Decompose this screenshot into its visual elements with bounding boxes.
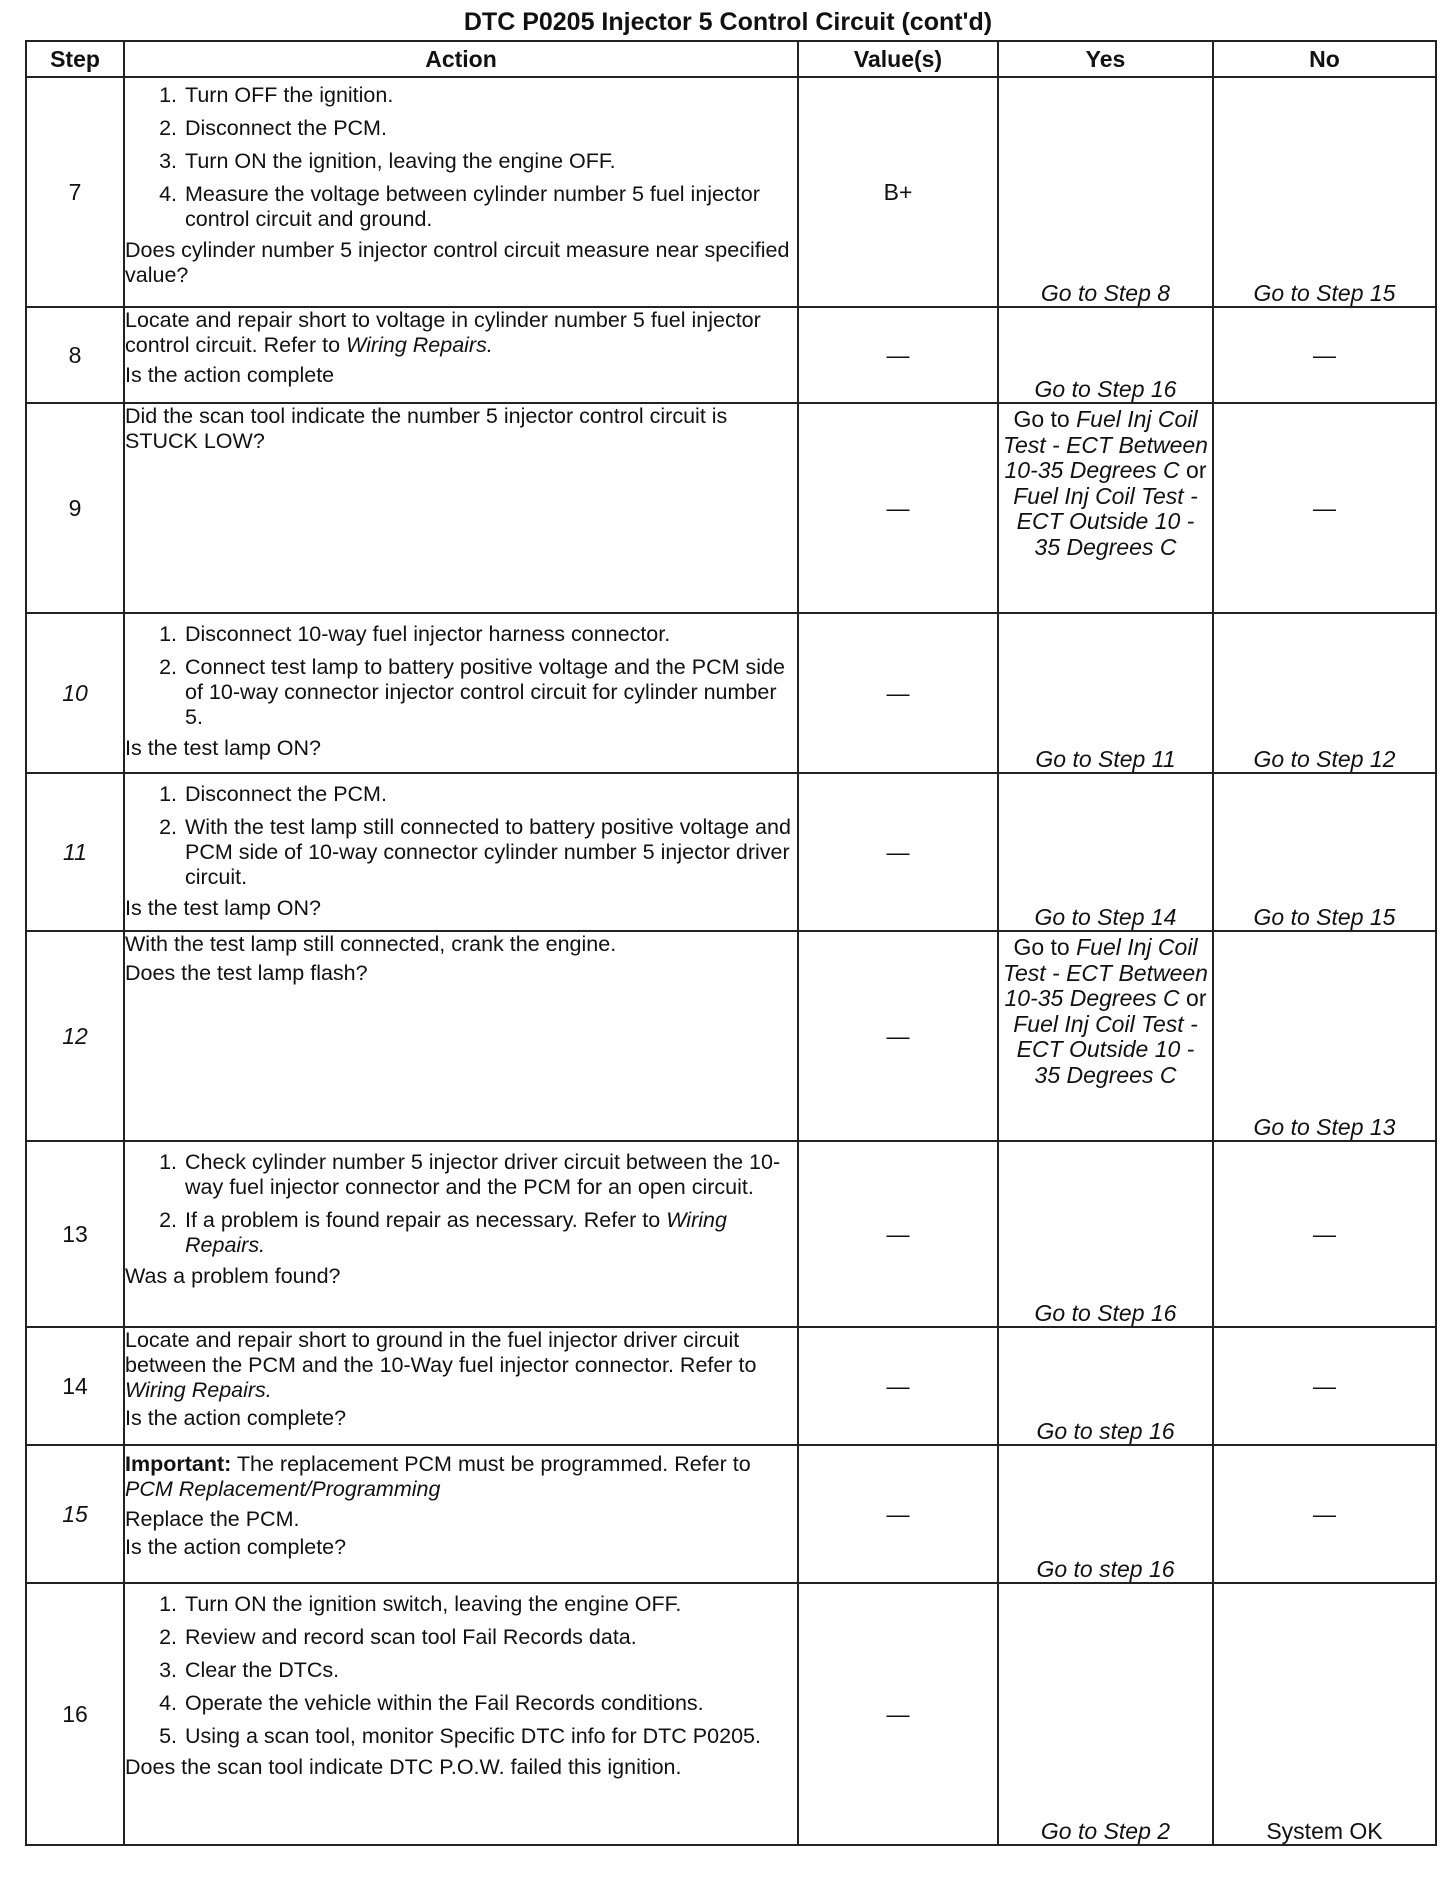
yes-cell: Go to Step 16: [998, 307, 1213, 403]
action-cell: [124, 1327, 798, 1445]
action-question: Was a problem found?: [125, 1264, 341, 1288]
action-text: [125, 1328, 797, 1403]
step-number: 12: [26, 931, 124, 1141]
action-question: Is the action complete?: [125, 1406, 347, 1430]
step-number: 7: [26, 77, 124, 307]
yes-text: [999, 932, 1212, 1088]
wiring-repairs-reference: Wiring Repairs.: [185, 1208, 727, 1257]
table-row-step-8: [26, 307, 1436, 403]
action-cell: [124, 403, 798, 613]
no-cell: —: [1213, 307, 1436, 403]
header-step: Step: [26, 41, 124, 77]
no-cell: —: [1213, 403, 1436, 613]
yes-cell: Go to step 16: [998, 1327, 1213, 1445]
step-number: 16: [26, 1583, 124, 1845]
action-text-main: The replacement PCM must be programmed. Refer to: [231, 1452, 751, 1476]
table-row-step-7: [26, 77, 1436, 307]
action-list: [125, 622, 797, 730]
list-item: [183, 1208, 797, 1258]
action-list: [125, 83, 797, 232]
yes-cell: Go to Step 11: [998, 613, 1213, 773]
yes-cell: Go to Step 16: [998, 1141, 1213, 1327]
yes-text: [999, 404, 1212, 560]
wiring-repairs-reference: Wiring Repairs.: [125, 1378, 272, 1402]
list-item: 4. Operate the vehicle within the Fail Records conditions.: [183, 1691, 797, 1716]
header-no: No: [1213, 41, 1436, 77]
action-text: Did the scan tool indicate the number 5 injector control circuit is STUCK LOW?: [125, 404, 728, 453]
list-item: 1. Check cylinder number 5 injector driver circuit between the 10-way fuel injector connector and the PCM for an open circuit.: [183, 1150, 797, 1200]
action-cell: [124, 1141, 798, 1327]
step-number: 8: [26, 307, 124, 403]
value-cell: B+: [798, 77, 998, 307]
list-item: 4. Measure the voltage between cylinder number 5 fuel injector control circuit and ground.: [183, 182, 797, 232]
yes-cell: Go to Step 2: [998, 1583, 1213, 1845]
yes-cell: Go to Step 8: [998, 77, 1213, 307]
no-cell: System OK: [1213, 1583, 1436, 1845]
fuel-inj-coil-test-between-reference: Fuel Inj Coil Test - ECT Between 10-35 Degrees C: [1003, 406, 1208, 483]
no-cell: —: [1213, 1141, 1436, 1327]
action-cell: [124, 307, 798, 403]
yes-goto: Go to: [1013, 934, 1077, 960]
value-cell: —: [798, 1141, 998, 1327]
value-cell: —: [798, 931, 998, 1141]
list-item-text: If a problem is found repair as necessary. Refer to: [185, 1208, 667, 1232]
wiring-repairs-reference: Wiring Repairs.: [346, 333, 493, 357]
step-number: 11: [26, 773, 124, 931]
header-values: Value(s): [798, 41, 998, 77]
value-cell: —: [798, 773, 998, 931]
action-question: Does the scan tool indicate DTC P.O.W. failed this ignition.: [125, 1755, 682, 1779]
action-list: [125, 1150, 797, 1258]
table-row-step-9: [26, 403, 1436, 613]
fuel-inj-coil-test-outside-reference: Fuel Inj Coil Test - ECT Outside 10 - 35 Degrees C: [1013, 1010, 1198, 1088]
list-item: 1. Disconnect 10-way fuel injector harness connector.: [183, 622, 797, 647]
list-item: 1. Turn ON the ignition switch, leaving the engine OFF.: [183, 1592, 797, 1617]
action-question: Is the action complete: [125, 363, 335, 387]
list-item: 2. With the test lamp still connected to battery positive voltage and PCM side of 10-way connector cylinder number 5 injector driver circuit.: [183, 815, 797, 890]
no-cell: —: [1213, 1445, 1436, 1583]
value-cell: —: [798, 1445, 998, 1583]
action-cell: [124, 613, 798, 773]
header-row: [26, 41, 1436, 77]
action-instruction: Replace the PCM.: [125, 1507, 300, 1531]
action-question: Does the test lamp flash?: [125, 961, 368, 985]
value-cell: —: [798, 307, 998, 403]
value-cell: —: [798, 613, 998, 773]
page-title: DTC P0205 Injector 5 Control Circuit (cont'd): [463, 8, 993, 36]
list-item: 2. Connect test lamp to battery positive voltage and the PCM side of 10-way connector injector control circuit for cylinder number 5.: [183, 655, 797, 730]
list-item: 3. Turn ON the ignition, leaving the engine OFF.: [183, 149, 797, 174]
action-question: Does cylinder number 5 injector control circuit measure near specified value?: [125, 238, 790, 287]
table-row-step-11: [26, 773, 1436, 931]
fuel-inj-coil-test-outside-reference: Fuel Inj Coil Test - ECT Outside 10 - 35 Degrees C: [1013, 482, 1198, 560]
header-action: Action: [124, 41, 798, 77]
table-row-step-15: [26, 1445, 1436, 1583]
table-row-step-16: [26, 1583, 1436, 1845]
no-cell: Go to Step 15: [1213, 77, 1436, 307]
step-number: 10: [26, 613, 124, 773]
list-item: 2. Disconnect the PCM.: [183, 116, 797, 141]
list-item: 5. Using a scan tool, monitor Specific DTC info for DTC P0205.: [183, 1724, 797, 1749]
action-text: With the test lamp still connected, crank the engine.: [125, 932, 617, 956]
yes-cell: Go to Step 14: [998, 773, 1213, 931]
no-cell: —: [1213, 1327, 1436, 1445]
yes-or: or: [1179, 457, 1207, 483]
yes-cell: Go to step 16: [998, 1445, 1213, 1583]
action-cell: [124, 773, 798, 931]
value-cell: —: [798, 1583, 998, 1845]
list-item: 1. Disconnect the PCM.: [183, 782, 797, 807]
step-number: 14: [26, 1327, 124, 1445]
action-question: Is the action complete?: [125, 1535, 347, 1559]
action-text: [125, 1452, 797, 1502]
yes-cell: [998, 403, 1213, 613]
table-row-step-12: [26, 931, 1436, 1141]
no-cell: Go to Step 12: [1213, 613, 1436, 773]
action-text-main: Locate and repair short to voltage in cylinder number 5 fuel injector control circuit. Refer to: [125, 308, 761, 357]
action-text-main: Locate and repair short to ground in the fuel injector driver circuit between the PCM and the 10-Way fuel injector connector. Refer to: [125, 1328, 757, 1377]
action-text: [125, 308, 797, 358]
value-cell: —: [798, 403, 998, 613]
action-cell: [124, 77, 798, 307]
table-row-step-10: [26, 613, 1436, 773]
step-number: 15: [26, 1445, 124, 1583]
header-yes: Yes: [998, 41, 1213, 77]
diagnostic-table: [25, 40, 1437, 1846]
no-cell: Go to Step 13: [1213, 931, 1436, 1141]
action-question: Is the test lamp ON?: [125, 736, 321, 760]
list-item: 1. Turn OFF the ignition.: [183, 83, 797, 108]
action-question: Is the test lamp ON?: [125, 896, 321, 920]
yes-or: or: [1179, 985, 1207, 1011]
yes-cell: [998, 931, 1213, 1141]
action-cell: [124, 931, 798, 1141]
action-list: [125, 1592, 797, 1749]
yes-goto: Go to: [1013, 406, 1077, 432]
list-item: 2. Review and record scan tool Fail Records data.: [183, 1625, 797, 1650]
no-cell: Go to Step 15: [1213, 773, 1436, 931]
fuel-inj-coil-test-between-reference: Fuel Inj Coil Test - ECT Between 10-35 Degrees C: [1003, 934, 1208, 1011]
step-number: 9: [26, 403, 124, 613]
action-cell: [124, 1445, 798, 1583]
pcm-replacement-reference: PCM Replacement/Programming: [125, 1477, 441, 1501]
important-label: Important:: [125, 1452, 232, 1476]
table-row-step-13: [26, 1141, 1436, 1327]
step-number: 13: [26, 1141, 124, 1327]
list-item: 3. Clear the DTCs.: [183, 1658, 797, 1683]
table-row-step-14: [26, 1327, 1436, 1445]
value-cell: —: [798, 1327, 998, 1445]
action-list: [125, 782, 797, 890]
action-cell: [124, 1583, 798, 1845]
